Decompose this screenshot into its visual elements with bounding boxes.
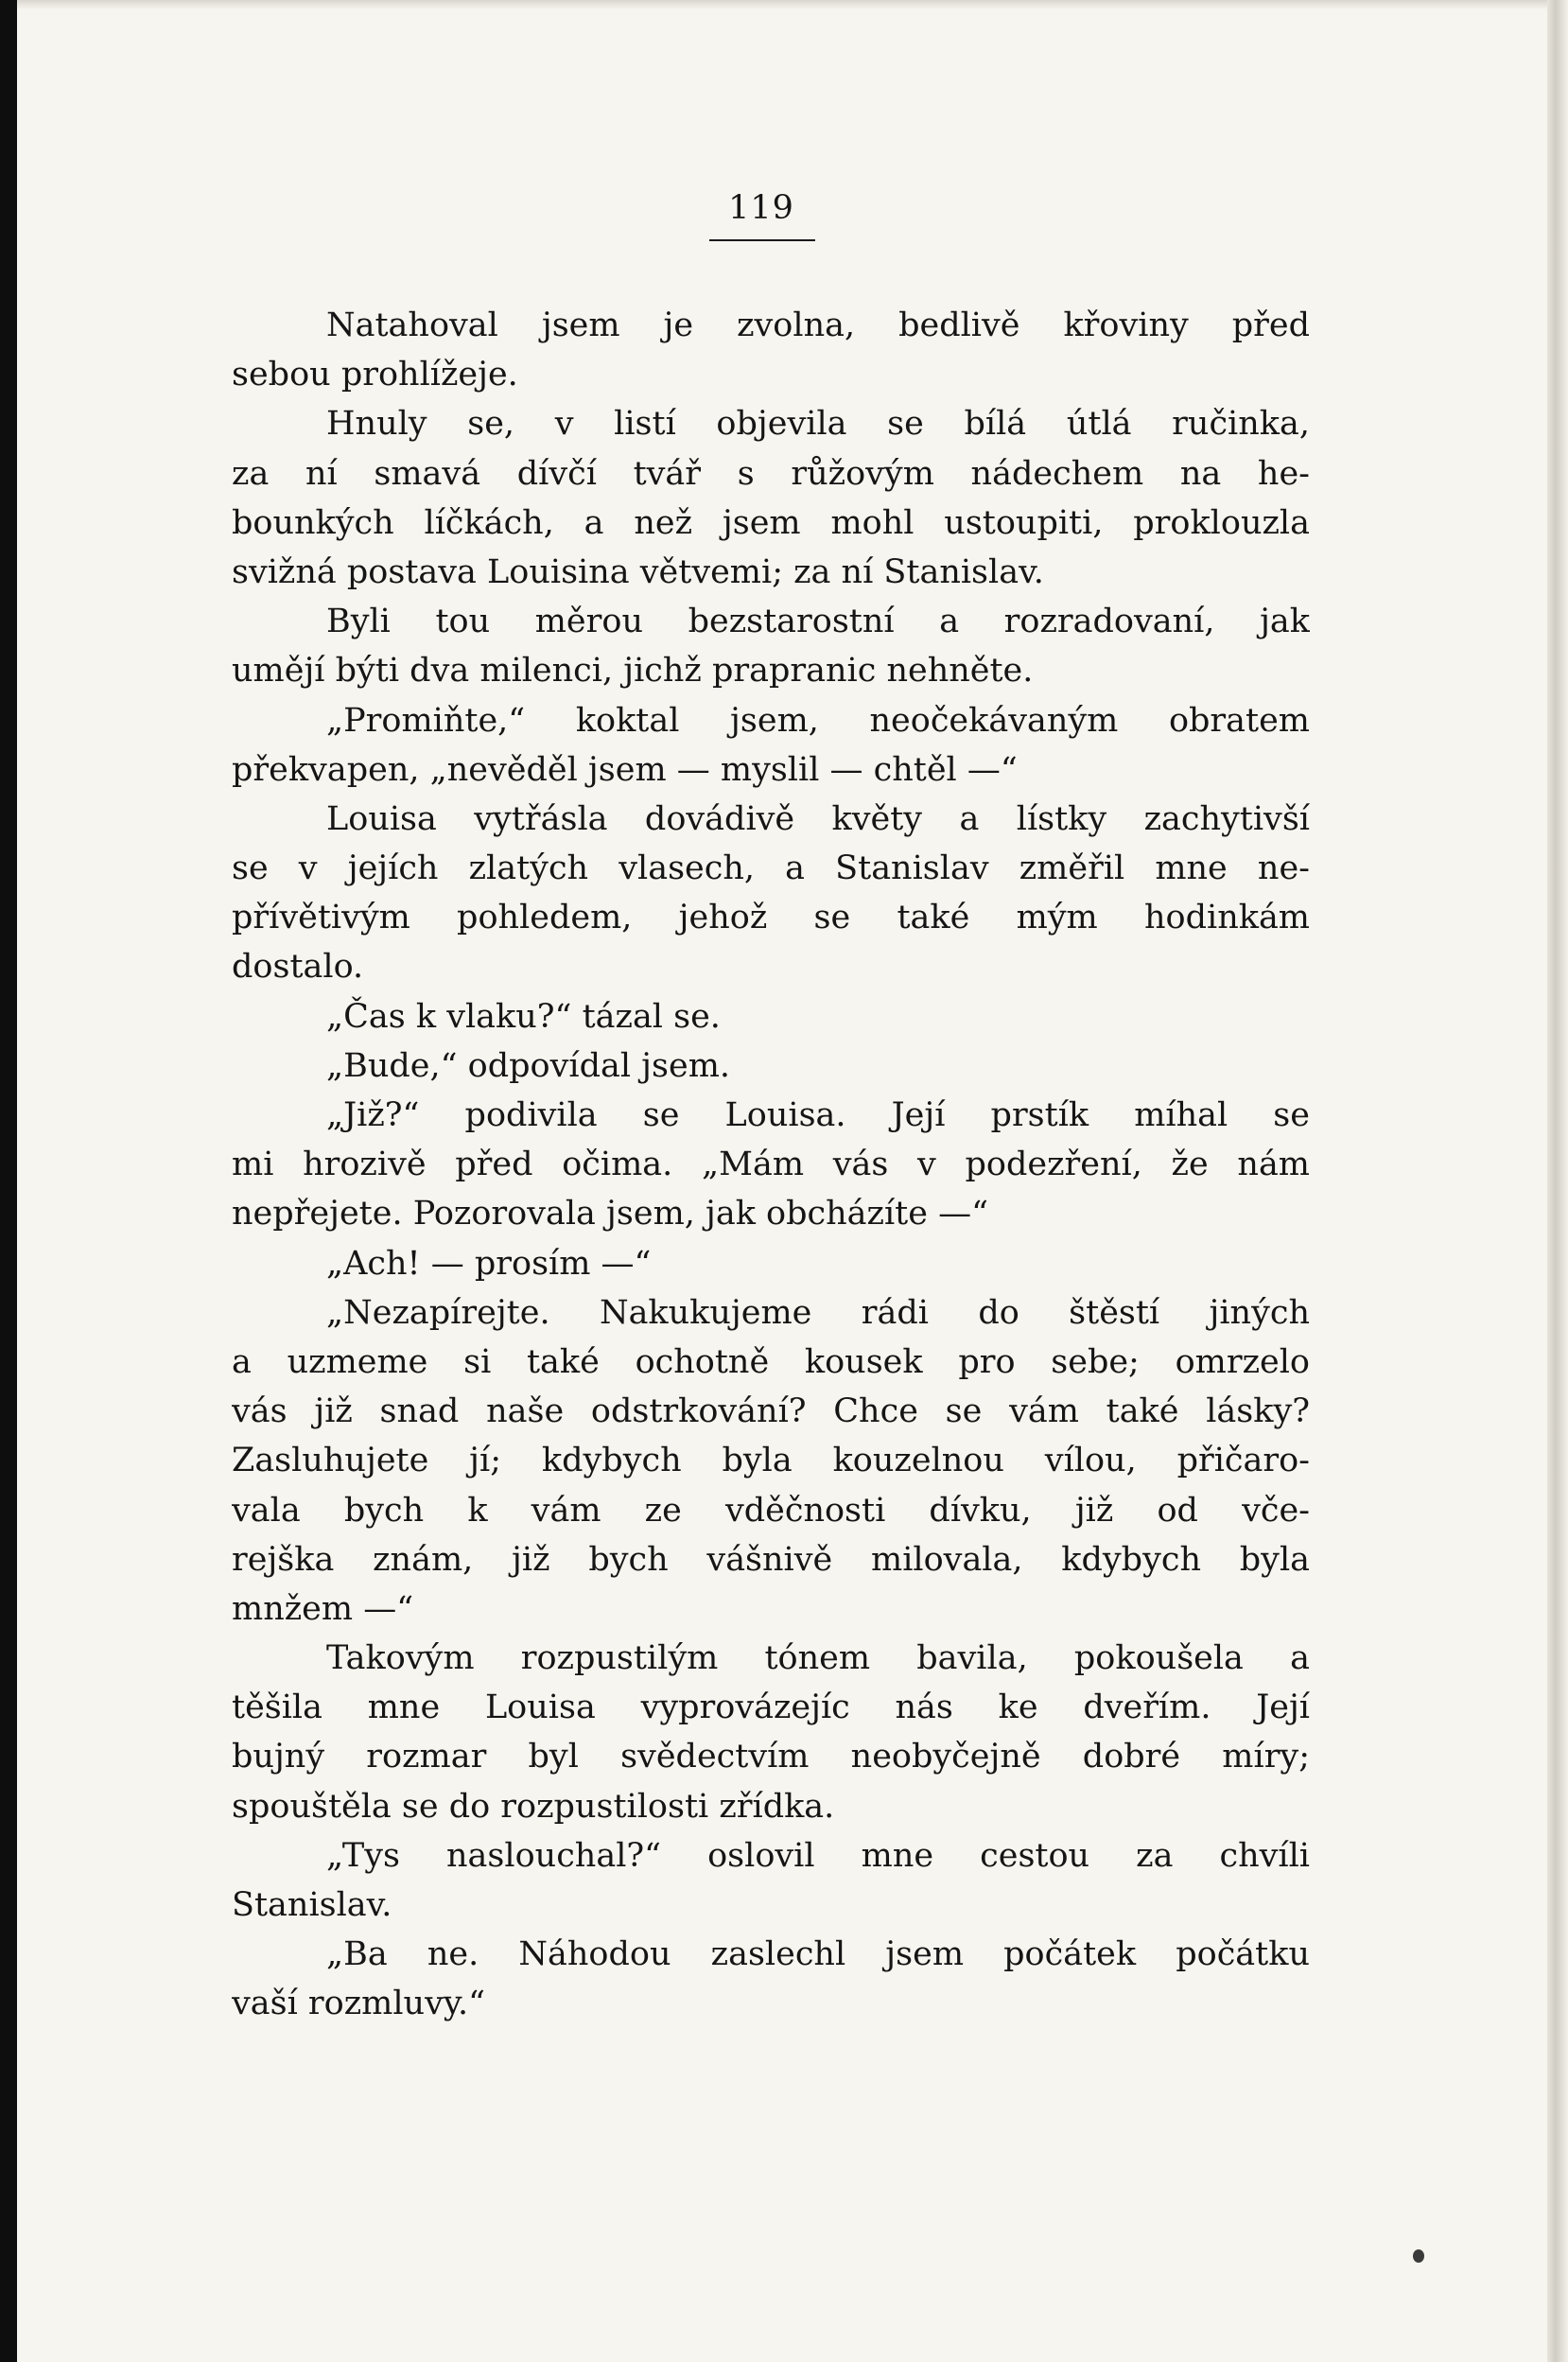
text-line: „Tys naslouchal?“ oslovil mne cestou za chvíli <box>326 1836 1310 1875</box>
page-top-shadow <box>17 0 1568 9</box>
text-line: „Promiňte,“ koktal jsem, neočekávaným obratem <box>326 701 1310 740</box>
text-line: „Již?“ podivila se Louisa. Její prstík míhal se <box>326 1096 1310 1134</box>
text-line: a uzmeme si také ochotně kousek pro sebe; omrzelo <box>232 1342 1310 1381</box>
text-line: Takovým rozpustilým tónem bavila, pokoušela a <box>326 1639 1310 1678</box>
text-line: „Ba ne. Náhodou zaslechl jsem počátek počátku <box>326 1935 1310 1974</box>
text-line: bounkých líčkách, a než jsem mohl ustoupiti, proklouzla <box>232 503 1310 542</box>
text-line: se v jejích zlatých vlasech, a Stanislav změřil mne ne- <box>232 849 1310 888</box>
page-number: 119 <box>728 189 794 227</box>
text-line: Louisa vytřásla dovádivě květy a lístky zachytivší <box>326 799 1310 838</box>
text-line: mi hrozivě před očima. „Mám vás v podezření, že nám <box>232 1146 1310 1184</box>
text-line: svižná postava Louisina větvemi; za ní Stanislav. <box>232 552 1044 591</box>
text-line: „Ach! — prosím —“ <box>326 1244 652 1283</box>
text-line: překvapen, „nevěděl jsem — myslil — chtěl —“ <box>232 750 1018 789</box>
text-line: vala bych k vám ze vděčnosti dívku, již od vče- <box>232 1491 1310 1530</box>
text-line: Hnuly se, v listí objevila se bílá útlá ručinka, <box>326 405 1310 444</box>
body-text <box>232 301 1310 2029</box>
text-line: těšila mne Louisa vyprovázejíc nás ke dveřím. Její <box>232 1688 1310 1727</box>
text-line: „Nezapírejte. Nakukujeme rádi do štěstí jiných <box>326 1293 1310 1332</box>
text-line: umějí býti dva milenci, jichž prapranic nehněte. <box>232 652 1034 691</box>
text-line: za ní smavá dívčí tvář s růžovým nádechem na he- <box>232 454 1310 493</box>
text-line: Zasluhujete jí; kdybych byla kouzelnou vílou, přičaro- <box>232 1442 1310 1480</box>
page-left-edge <box>0 0 17 2362</box>
text-line: „Čas k vlaku?“ tázal se. <box>326 997 721 1036</box>
text-line: bujný rozmar byl svědectvím neobyčejně dobré míry; <box>232 1738 1310 1776</box>
text-line: vás již snad naše odstrkování? Chce se vám také lásky? <box>232 1392 1310 1431</box>
text-line: spouštěla se do rozpustilosti zřídka. <box>232 1787 835 1826</box>
text-line: mnžem —“ <box>232 1589 414 1628</box>
text-line: Byli tou měrou bezstarostní a rozradovaní, jak <box>326 603 1310 641</box>
text-line: „Bude,“ odpovídal jsem. <box>326 1046 731 1085</box>
text-line: sebou prohlížeje. <box>232 356 518 394</box>
text-line: Natahoval jsem je zvolna, bedlivě křoviny před <box>326 306 1310 344</box>
text-line: rejška znám, již bych vášnivě milovala, kdybych byla <box>232 1540 1310 1579</box>
text-line: Stanislav. <box>232 1886 392 1924</box>
page-number-underline <box>709 239 815 241</box>
text-line: dostalo. <box>232 948 364 987</box>
page-right-edge <box>1547 0 1568 2362</box>
text-line: vaší rozmluvy.“ <box>232 1985 486 2023</box>
ink-speck <box>1413 2249 1424 2263</box>
text-line: nepřejete. Pozorovala jsem, jak obcházíte —“ <box>232 1195 988 1233</box>
text-line: přívětivým pohledem, jehož se také mým hodinkám <box>232 899 1310 937</box>
